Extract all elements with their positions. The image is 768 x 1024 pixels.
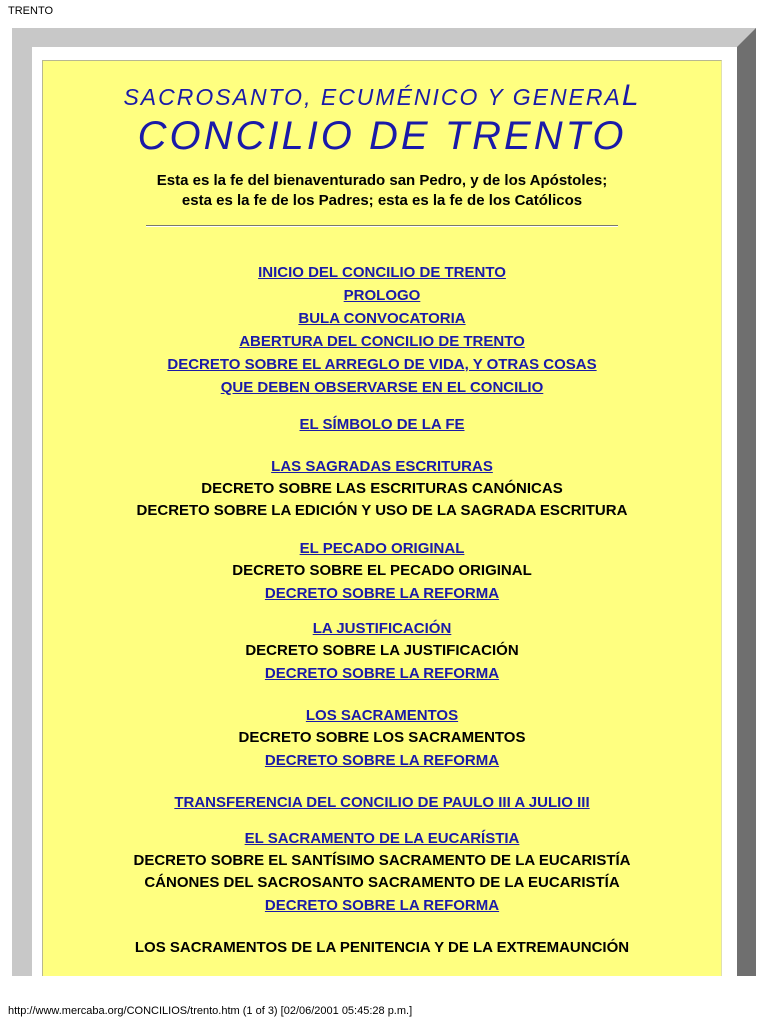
link-abertura[interactable]: ABERTURA DEL CONCILIO DE TRENTO xyxy=(239,333,525,350)
link-bula[interactable]: BULA CONVOCATORIA xyxy=(298,310,466,327)
link-reforma-eucaristia[interactable]: DECRETO SOBRE LA REFORMA xyxy=(264,897,500,914)
text-decreto-justificacion: DECRETO SOBRE LA JUSTIFICACIÓN xyxy=(245,642,519,659)
link-sacramentos[interactable]: LOS SACRAMENTOS xyxy=(305,707,459,724)
text-decreto-eucaristia: DECRETO SOBRE EL SANTÍSIMO SACRAMENTO DE LA EUCARISTÍA xyxy=(133,852,631,869)
link-reforma-justificacion[interactable]: DECRETO SOBRE LA REFORMA xyxy=(264,665,500,682)
frame-shadow xyxy=(737,28,756,976)
section-justificacion xyxy=(42,617,722,685)
section-eucaristia xyxy=(42,827,722,917)
link-inicio[interactable]: INICIO DEL CONCILIO DE TRENTO xyxy=(258,264,506,281)
text-penitencia: LOS SACRAMENTOS DE LA PENITENCIA Y DE LA EXTREMAUNCIÓN xyxy=(134,939,630,956)
section-simbolo xyxy=(42,413,722,436)
page-title: CONCILIO DE TRENTO xyxy=(137,114,627,158)
print-footer: http://www.mercaba.org/CONCILIOS/trento.htm (1 of 3) [02/06/2001 05:45:28 p.m.] xyxy=(8,1005,413,1017)
motto-line-1: Esta es la fe del bienaventurado san Pedro, y de los Apóstoles; xyxy=(156,172,608,189)
link-transferencia[interactable]: TRANSFERENCIA DEL CONCILIO DE PAULO III A JULIO III xyxy=(174,794,590,811)
text-decreto-pecado: DECRETO SOBRE EL PECADO ORIGINAL xyxy=(232,562,532,579)
content xyxy=(42,60,722,959)
frame-shadow-bevel xyxy=(737,28,756,47)
link-justificacion[interactable]: LA JUSTIFICACIÓN xyxy=(312,620,452,637)
link-decreto-arreglo-2[interactable]: QUE DEBEN OBSERVARSE EN EL CONCILIO xyxy=(220,379,544,396)
text-canones-eucaristia: CÁNONES DEL SACROSANTO SACRAMENTO DE LA EUCARISTÍA xyxy=(144,874,620,891)
link-decreto-arreglo-1[interactable]: DECRETO SOBRE EL ARREGLO DE VIDA, Y OTRAS COSAS xyxy=(167,356,597,373)
text-edicion-escritura: DECRETO SOBRE LA EDICIÓN Y USO DE LA SAGRADA ESCRITURA xyxy=(136,502,628,519)
subtitle-main: SACROSANTO, ECUMÉNICO Y GENERA xyxy=(123,84,622,110)
section-penitencia xyxy=(42,937,722,959)
subtitle-last-letter: L xyxy=(621,79,641,112)
page-subtitle xyxy=(42,79,722,112)
link-simbolo-fe[interactable]: EL SÍMBOLO DE LA FE xyxy=(299,416,465,433)
link-sagradas-escrituras[interactable]: LAS SAGRADAS ESCRITURAS xyxy=(271,458,493,475)
horizontal-rule xyxy=(146,225,618,227)
section-transferencia xyxy=(42,791,722,814)
section-sacramentos xyxy=(42,704,722,772)
link-reforma-pecado[interactable]: DECRETO SOBRE LA REFORMA xyxy=(264,585,500,602)
link-reforma-sacramentos[interactable]: DECRETO SOBRE LA REFORMA xyxy=(264,752,500,769)
section-pecado xyxy=(42,537,722,605)
print-header: TRENTO xyxy=(8,5,54,17)
motto xyxy=(42,171,722,211)
section-escrituras xyxy=(42,455,722,522)
text-decreto-sacramentos: DECRETO SOBRE LOS SACRAMENTOS xyxy=(238,729,526,746)
section-intro xyxy=(42,261,722,399)
motto-line-2: esta es la fe de los Padres; esta es la fe de los Católicos xyxy=(181,192,583,209)
text-escrituras-canonicas: DECRETO SOBRE LAS ESCRITURAS CANÓNICAS xyxy=(201,480,563,497)
link-pecado-original[interactable]: EL PECADO ORIGINAL xyxy=(299,540,465,557)
link-prologo[interactable]: PROLOGO xyxy=(343,287,421,304)
link-eucaristia[interactable]: EL SACRAMENTO DE LA EUCARÍSTIA xyxy=(244,830,520,847)
